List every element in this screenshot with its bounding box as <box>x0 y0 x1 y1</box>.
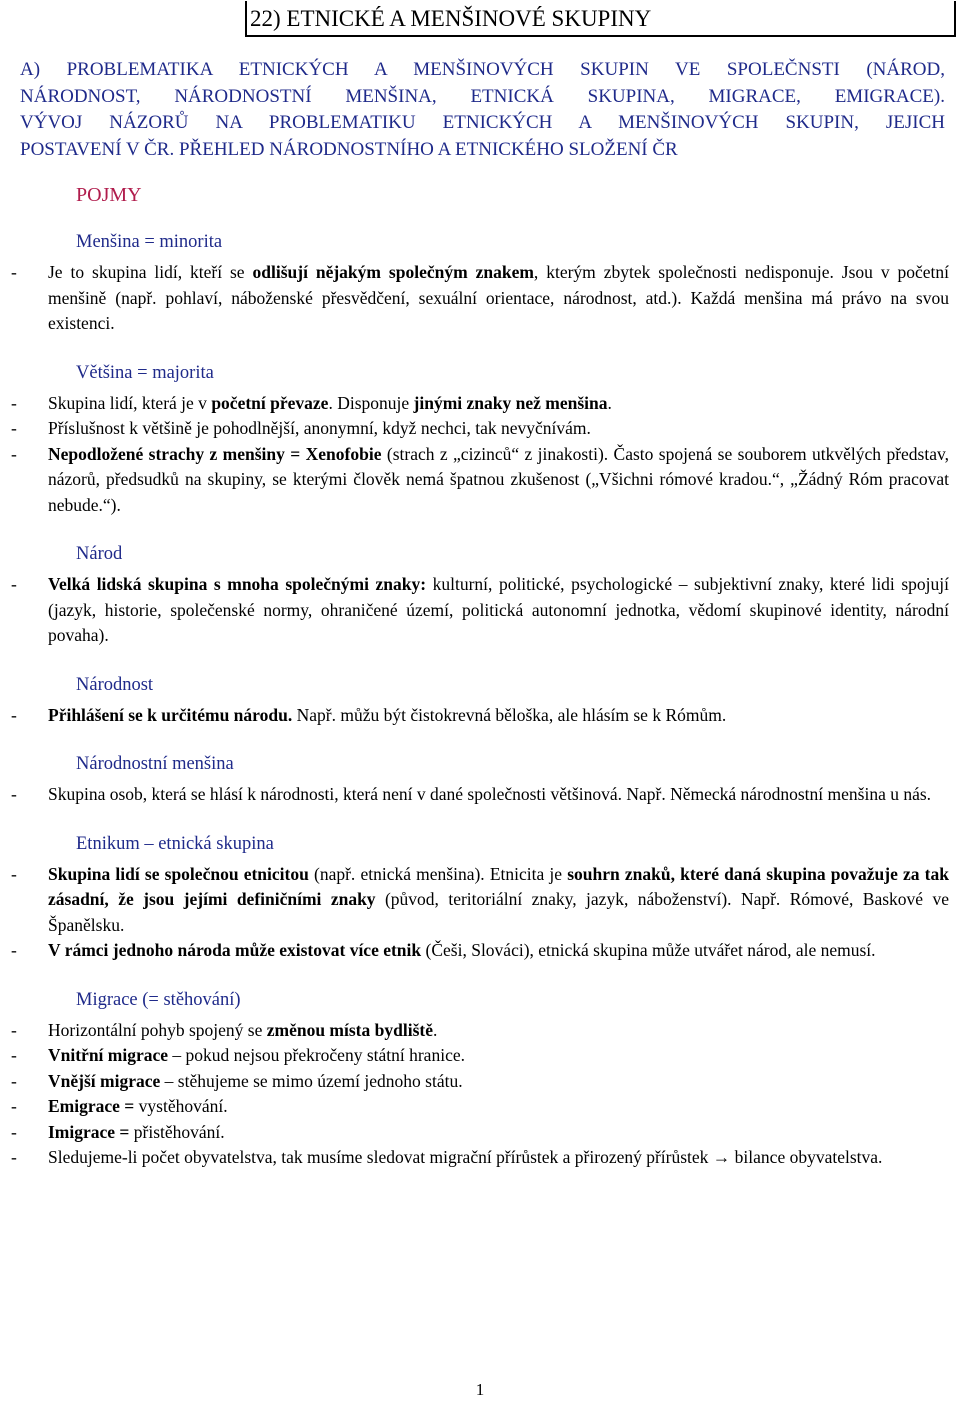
bold-text: změnou místa bydliště <box>266 1019 433 1040</box>
page-title: 22) ETNICKÉ A MENŠINOVÉ SKUPINY <box>250 6 652 31</box>
term-list <box>0 391 960 519</box>
text-run: vystěhování. <box>134 1096 228 1116</box>
terms-content <box>0 229 960 1171</box>
list-item <box>0 260 960 337</box>
text-run: Sledujeme-li počet obyvatelstva, tak musíme sledovat migrační přírůstek a přirozený přírůstek → bilance obyvatelstva. <box>48 1147 883 1167</box>
term-list <box>0 572 960 649</box>
page-number: 1 <box>475 1380 485 1399</box>
section-heading <box>20 57 945 163</box>
term-list <box>0 260 960 337</box>
list-item <box>0 572 960 649</box>
text-run: Skupina osob, která se hlásí k národnosti, která není v dané společnosti většinová. Např. Německá národnostní menšina u nás. <box>48 784 932 804</box>
text-run: Skupina lidí, která je v <box>48 392 212 413</box>
list-item <box>0 1043 960 1069</box>
bold-text: Přihlášení se k určitému národu. <box>48 704 293 725</box>
text-run: . Disponuje <box>328 392 414 413</box>
text-run: . <box>607 392 612 413</box>
text-run: Např. můžu být čistokrevná běloška, ale hlásím se k Rómům. <box>292 704 727 725</box>
bold-text: Vnější migrace <box>48 1070 161 1091</box>
term-list <box>0 703 960 729</box>
list-item <box>0 703 960 729</box>
term-list <box>0 862 960 964</box>
term-heading-narod: Národ <box>76 544 123 564</box>
text-run: (původ, teritoriální znaky, jazyk, náboženství). Např. Rómové, Baskové ve Španělsku. <box>48 889 950 935</box>
text-run: Je to skupina lidí, kteří se <box>48 262 253 282</box>
bold-text: Velká lidská skupina s mnoha společnými znaky: <box>48 574 427 594</box>
bold-text: souhrn znaků, které daná skupina považuje za tak zásadní, že jsou jejími definičními znaky <box>48 863 949 909</box>
bold-text: Vnitřní migrace <box>48 1045 169 1065</box>
term-heading-narodnostni-mensina: Národnostní menšina <box>76 754 234 774</box>
term-list <box>0 1018 960 1171</box>
list-item <box>0 1018 960 1044</box>
text-run: (Češi, Slováci), etnická skupina může utvářet národ, ale nemusí. <box>421 940 876 960</box>
bold-text: jinými znaky než menšina <box>413 392 608 413</box>
list-item <box>0 416 960 442</box>
bold-text: odlišují nějakým společným znakem <box>252 262 534 282</box>
list-item <box>0 442 960 519</box>
section-heading-line: NÁRODNOST, NÁRODNOSTNÍ MENŠINA, ETNICKÁ SKUPINA, MIGRACE, EMIGRACE). <box>20 85 945 107</box>
text-run: Příslušnost k většině je pohodlnější, anonymní, když nechci, tak nevyčnívám. <box>48 418 591 438</box>
list-item <box>0 391 960 417</box>
list-item <box>0 1145 960 1171</box>
bold-text: Skupina lidí se společnou etnicitou <box>48 863 309 884</box>
text-run: (strach z „cizinců“ z jinakosti). Často spojená se souborem utkvělých představ, názorů, předsudků na skupiny, se kterými člověk nemá špatnou zkušenost („Všichni rómové kradou.“, „Žádný Róm pracovat nebude.“). <box>48 443 949 515</box>
pojmy-heading: POJMY <box>76 184 142 206</box>
term-heading-migrace-stehovani: Migrace (= stěhování) <box>76 989 241 1010</box>
bold-text: Emigrace = <box>48 1096 135 1116</box>
list-item <box>0 782 960 808</box>
section-heading-line: A) PROBLEMATIKA ETNICKÝCH A MENŠINOVÝCH SKUPIN VE SPOLEČNSTI (NÁROD, <box>20 59 945 80</box>
section-heading-line: POSTAVENÍ V ČR. PŘEHLED NÁRODNOSTNÍHO A ETNICKÉHO SLOŽENÍ ČR <box>20 138 678 160</box>
term-heading-narodnost: Národnost <box>76 674 154 695</box>
bold-text: Imigrace = <box>48 1121 130 1142</box>
list-item <box>0 1069 960 1095</box>
term-list <box>0 782 960 808</box>
text-run: Horizontální pohyb spojený se <box>48 1019 267 1040</box>
text-run: . <box>432 1019 438 1040</box>
title-box <box>245 1 956 37</box>
text-run: přistěhování. <box>129 1121 225 1142</box>
section-heading-line: VÝVOJ NÁZORŮ NA PROBLEMATIKU ETNICKÝCH A MENŠINOVÝCH SKUPIN, JEJICH <box>20 112 945 133</box>
term-heading-vetsina-majorita: Většina = majorita <box>76 362 214 383</box>
list-item <box>0 938 960 964</box>
text-run: kulturní, politické, psychologické – subjektivní znaky, které lidi spojují (jazyk, historie, společenské normy, ohraničené území, politická autonomní jednotka, vědomí skupinové identity, národní povaha). <box>48 574 949 645</box>
list-item <box>0 1120 960 1146</box>
text-run: (např. etnická menšina). Etnicita je <box>308 863 568 884</box>
term-heading-etnikum-etnicka-skupina: Etnikum – etnická skupina <box>76 833 274 854</box>
bold-text: početní převaze <box>211 392 329 413</box>
text-run: , kterým zbytek společnosti nedisponuje. Jsou v početní menšině (např. pohlaví, náboženské přesvědčení, sexuální orientace, národnost, atd.). Každá menšina má právo na svou existenci. <box>48 262 950 333</box>
term-heading-mensina-minorita: Menšina = minorita <box>76 232 223 252</box>
text-run: – pokud nejsou překročeny státní hranice. <box>168 1045 465 1065</box>
bold-text: V rámci jednoho národa může existovat více etnik <box>48 940 422 960</box>
list-item <box>0 862 960 939</box>
bold-text: Nepodložené strachy z menšiny = Xenofobie <box>48 443 382 464</box>
text-run: – stěhujeme se mimo území jednoho státu. <box>160 1070 463 1091</box>
list-item <box>0 1094 960 1120</box>
